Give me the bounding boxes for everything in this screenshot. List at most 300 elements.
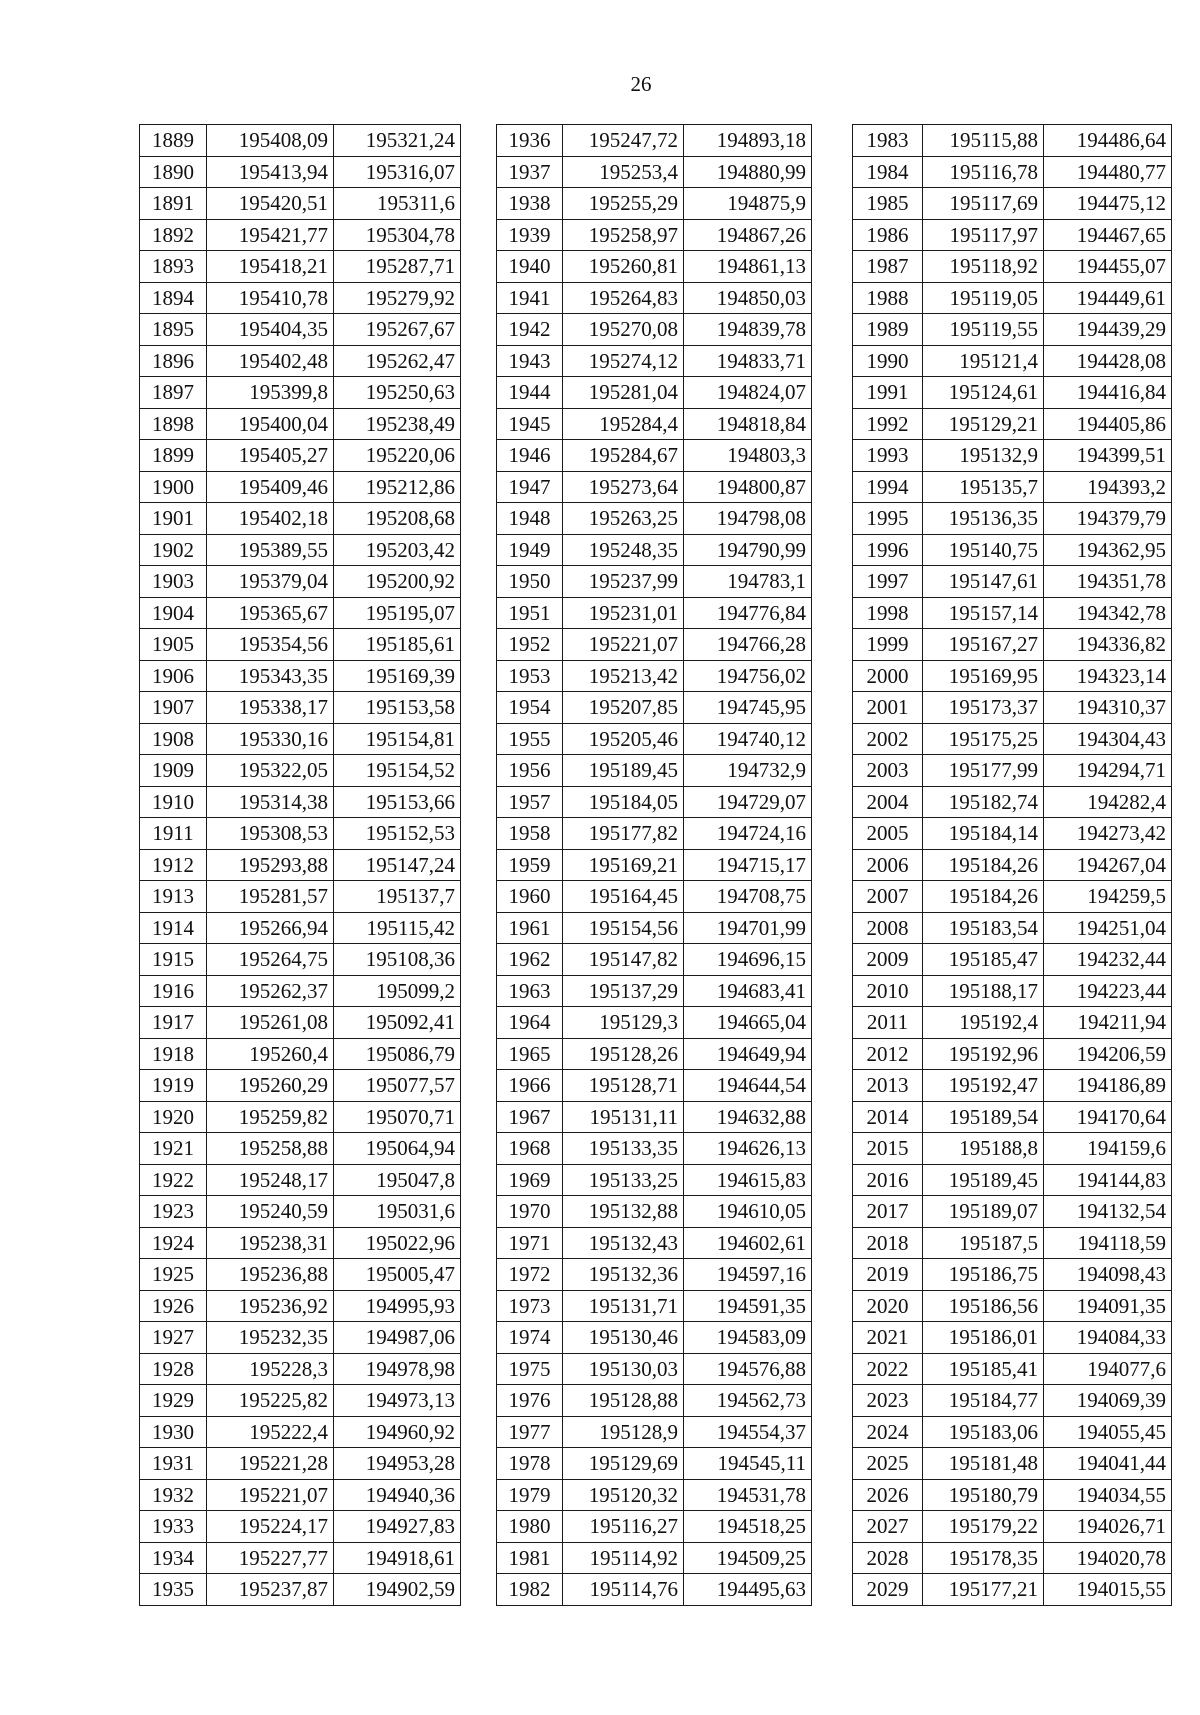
- value-1-cell: 195260,4: [207, 1038, 334, 1070]
- table-row: [140, 692, 461, 724]
- value-1-cell: 195129,69: [563, 1448, 684, 1480]
- value-2-cell: 194745,95: [684, 692, 812, 724]
- table-row: [497, 440, 812, 472]
- value-2-cell: 194953,28: [334, 1448, 461, 1480]
- value-2-cell: 194282,4: [1044, 786, 1172, 818]
- table-row: [140, 471, 461, 503]
- value-1-cell: 195263,25: [563, 503, 684, 535]
- year-cell: 1960: [497, 881, 563, 913]
- value-1-cell: 195379,04: [207, 566, 334, 598]
- value-1-cell: 195182,74: [923, 786, 1044, 818]
- value-2-cell: 194455,07: [1044, 251, 1172, 283]
- year-cell: 2016: [853, 1164, 923, 1196]
- value-2-cell: 195238,49: [334, 408, 461, 440]
- value-2-cell: 194683,41: [684, 975, 812, 1007]
- value-1-cell: 195248,35: [563, 534, 684, 566]
- value-2-cell: 194211,94: [1044, 1007, 1172, 1039]
- value-2-cell: 194839,78: [684, 314, 812, 346]
- value-1-cell: 195185,47: [923, 944, 1044, 976]
- table-row: [853, 503, 1172, 535]
- value-1-cell: 195236,88: [207, 1259, 334, 1291]
- value-1-cell: 195248,17: [207, 1164, 334, 1196]
- table-row: [853, 1227, 1172, 1259]
- value-1-cell: 195129,21: [923, 408, 1044, 440]
- table-row: [853, 1290, 1172, 1322]
- table-row: [497, 1227, 812, 1259]
- value-1-cell: 195213,42: [563, 660, 684, 692]
- year-cell: 1988: [853, 282, 923, 314]
- value-1-cell: 195116,78: [923, 156, 1044, 188]
- value-1-cell: 195183,06: [923, 1416, 1044, 1448]
- table-body: [497, 125, 812, 1606]
- data-table-3: [852, 124, 1172, 1606]
- table-row: [497, 912, 812, 944]
- value-1-cell: 195274,12: [563, 345, 684, 377]
- year-cell: 2015: [853, 1133, 923, 1165]
- year-cell: 1911: [140, 818, 207, 850]
- year-cell: 2008: [853, 912, 923, 944]
- value-1-cell: 195119,55: [923, 314, 1044, 346]
- year-cell: 1918: [140, 1038, 207, 1070]
- value-2-cell: 194405,86: [1044, 408, 1172, 440]
- value-2-cell: 194649,94: [684, 1038, 812, 1070]
- year-cell: 1980: [497, 1511, 563, 1543]
- year-cell: 1942: [497, 314, 563, 346]
- value-2-cell: 195077,57: [334, 1070, 461, 1102]
- table-row: [140, 1227, 461, 1259]
- value-2-cell: 194026,71: [1044, 1511, 1172, 1543]
- value-1-cell: 195404,35: [207, 314, 334, 346]
- table-row: [140, 1070, 461, 1102]
- value-2-cell: 195153,66: [334, 786, 461, 818]
- year-cell: 1955: [497, 723, 563, 755]
- value-1-cell: 195128,9: [563, 1416, 684, 1448]
- table-row: [853, 1542, 1172, 1574]
- table-row: [497, 629, 812, 661]
- year-cell: 1991: [853, 377, 923, 409]
- value-1-cell: 195128,88: [563, 1385, 684, 1417]
- year-cell: 1963: [497, 975, 563, 1007]
- table-row: [497, 1133, 812, 1165]
- table-row: [853, 692, 1172, 724]
- table-row: [140, 156, 461, 188]
- year-cell: 1924: [140, 1227, 207, 1259]
- table-row: [497, 1038, 812, 1070]
- value-1-cell: 195137,29: [563, 975, 684, 1007]
- value-2-cell: 194824,07: [684, 377, 812, 409]
- value-2-cell: 194531,78: [684, 1479, 812, 1511]
- value-1-cell: 195260,81: [563, 251, 684, 283]
- value-2-cell: 194077,6: [1044, 1353, 1172, 1385]
- value-1-cell: 195177,82: [563, 818, 684, 850]
- year-cell: 2020: [853, 1290, 923, 1322]
- table-row: [853, 944, 1172, 976]
- table-row: [853, 471, 1172, 503]
- table-row: [853, 1353, 1172, 1385]
- year-cell: 1990: [853, 345, 923, 377]
- value-1-cell: 195260,29: [207, 1070, 334, 1102]
- value-2-cell: 194790,99: [684, 534, 812, 566]
- table-row: [853, 1164, 1172, 1196]
- table-row: [497, 125, 812, 157]
- year-cell: 1938: [497, 188, 563, 220]
- value-1-cell: 195183,54: [923, 912, 1044, 944]
- value-2-cell: 194449,61: [1044, 282, 1172, 314]
- value-2-cell: 194978,98: [334, 1353, 461, 1385]
- value-1-cell: 195281,04: [563, 377, 684, 409]
- value-2-cell: 194756,02: [684, 660, 812, 692]
- table-row: [497, 408, 812, 440]
- value-1-cell: 195131,71: [563, 1290, 684, 1322]
- value-2-cell: 195047,8: [334, 1164, 461, 1196]
- table-row: [140, 597, 461, 629]
- value-2-cell: 194486,64: [1044, 125, 1172, 157]
- value-1-cell: 195169,21: [563, 849, 684, 881]
- value-1-cell: 195119,05: [923, 282, 1044, 314]
- value-2-cell: 194351,78: [1044, 566, 1172, 598]
- value-2-cell: 194170,64: [1044, 1101, 1172, 1133]
- year-cell: 1901: [140, 503, 207, 535]
- value-1-cell: 195293,88: [207, 849, 334, 881]
- value-1-cell: 195207,85: [563, 692, 684, 724]
- value-2-cell: 194428,08: [1044, 345, 1172, 377]
- year-cell: 1989: [853, 314, 923, 346]
- year-cell: 1970: [497, 1196, 563, 1228]
- value-2-cell: 194562,73: [684, 1385, 812, 1417]
- year-cell: 1896: [140, 345, 207, 377]
- value-1-cell: 195167,27: [923, 629, 1044, 661]
- value-2-cell: 194098,43: [1044, 1259, 1172, 1291]
- table-row: [140, 251, 461, 283]
- year-cell: 1996: [853, 534, 923, 566]
- year-cell: 1897: [140, 377, 207, 409]
- value-1-cell: 195128,26: [563, 1038, 684, 1070]
- data-table-1: [139, 124, 461, 1606]
- value-2-cell: 194902,59: [334, 1574, 461, 1606]
- table-row: [140, 849, 461, 881]
- value-1-cell: 195140,75: [923, 534, 1044, 566]
- year-cell: 1959: [497, 849, 563, 881]
- table-row: [140, 566, 461, 598]
- year-cell: 1984: [853, 156, 923, 188]
- value-1-cell: 195338,17: [207, 692, 334, 724]
- value-1-cell: 195247,72: [563, 125, 684, 157]
- year-cell: 1965: [497, 1038, 563, 1070]
- value-1-cell: 195147,82: [563, 944, 684, 976]
- value-2-cell: 195250,63: [334, 377, 461, 409]
- year-cell: 1995: [853, 503, 923, 535]
- year-cell: 1914: [140, 912, 207, 944]
- year-cell: 1907: [140, 692, 207, 724]
- value-2-cell: 194591,35: [684, 1290, 812, 1322]
- year-cell: 1941: [497, 282, 563, 314]
- table-row: [853, 251, 1172, 283]
- table-row: [497, 881, 812, 913]
- value-2-cell: 194708,75: [684, 881, 812, 913]
- value-2-cell: 194020,78: [1044, 1542, 1172, 1574]
- table-row: [853, 660, 1172, 692]
- table-row: [140, 408, 461, 440]
- year-cell: 1922: [140, 1164, 207, 1196]
- year-cell: 1966: [497, 1070, 563, 1102]
- table-row: [853, 408, 1172, 440]
- value-2-cell: 195099,2: [334, 975, 461, 1007]
- value-2-cell: 194336,82: [1044, 629, 1172, 661]
- value-2-cell: 194665,04: [684, 1007, 812, 1039]
- value-2-cell: 194927,83: [334, 1511, 461, 1543]
- year-cell: 1913: [140, 881, 207, 913]
- year-cell: 1932: [140, 1479, 207, 1511]
- value-2-cell: 194696,15: [684, 944, 812, 976]
- year-cell: 1968: [497, 1133, 563, 1165]
- value-1-cell: 195227,77: [207, 1542, 334, 1574]
- value-2-cell: 194475,12: [1044, 188, 1172, 220]
- year-cell: 1902: [140, 534, 207, 566]
- value-1-cell: 195389,55: [207, 534, 334, 566]
- value-2-cell: 195262,47: [334, 345, 461, 377]
- table-row: [497, 786, 812, 818]
- table-row: [853, 629, 1172, 661]
- value-1-cell: 195421,77: [207, 219, 334, 251]
- table-row: [853, 345, 1172, 377]
- value-2-cell: 194091,35: [1044, 1290, 1172, 1322]
- table-row: [140, 377, 461, 409]
- table-row: [140, 1385, 461, 1417]
- table-row: [497, 1416, 812, 1448]
- value-2-cell: 195086,79: [334, 1038, 461, 1070]
- year-cell: 1978: [497, 1448, 563, 1480]
- value-2-cell: 194251,04: [1044, 912, 1172, 944]
- value-1-cell: 195308,53: [207, 818, 334, 850]
- table-row: [853, 1385, 1172, 1417]
- year-cell: 1951: [497, 597, 563, 629]
- year-cell: 2009: [853, 944, 923, 976]
- value-1-cell: 195189,45: [923, 1164, 1044, 1196]
- value-2-cell: 194995,93: [334, 1290, 461, 1322]
- value-2-cell: 194159,6: [1044, 1133, 1172, 1165]
- value-2-cell: 194602,61: [684, 1227, 812, 1259]
- year-cell: 1900: [140, 471, 207, 503]
- value-1-cell: 195132,36: [563, 1259, 684, 1291]
- table-row: [853, 881, 1172, 913]
- value-1-cell: 195130,03: [563, 1353, 684, 1385]
- table-row: [853, 1070, 1172, 1102]
- year-cell: 1933: [140, 1511, 207, 1543]
- value-2-cell: 195212,86: [334, 471, 461, 503]
- value-1-cell: 195178,35: [923, 1542, 1044, 1574]
- value-1-cell: 195192,96: [923, 1038, 1044, 1070]
- value-1-cell: 195413,94: [207, 156, 334, 188]
- value-2-cell: 194132,54: [1044, 1196, 1172, 1228]
- value-1-cell: 195409,46: [207, 471, 334, 503]
- year-cell: 1973: [497, 1290, 563, 1322]
- value-1-cell: 195184,77: [923, 1385, 1044, 1417]
- year-cell: 2018: [853, 1227, 923, 1259]
- year-cell: 1987: [853, 251, 923, 283]
- table-row: [140, 1511, 461, 1543]
- table-row: [140, 881, 461, 913]
- value-1-cell: 195157,14: [923, 597, 1044, 629]
- year-cell: 1943: [497, 345, 563, 377]
- value-1-cell: 195264,83: [563, 282, 684, 314]
- value-2-cell: 194206,59: [1044, 1038, 1172, 1070]
- value-2-cell: 194880,99: [684, 156, 812, 188]
- value-2-cell: 194480,77: [1044, 156, 1172, 188]
- value-1-cell: 195186,56: [923, 1290, 1044, 1322]
- table-row: [853, 314, 1172, 346]
- year-cell: 1999: [853, 629, 923, 661]
- table-row: [497, 188, 812, 220]
- value-2-cell: 194893,18: [684, 125, 812, 157]
- year-cell: 1893: [140, 251, 207, 283]
- value-2-cell: 194800,87: [684, 471, 812, 503]
- value-1-cell: 195118,92: [923, 251, 1044, 283]
- year-cell: 2003: [853, 755, 923, 787]
- year-cell: 2010: [853, 975, 923, 1007]
- year-cell: 2028: [853, 1542, 923, 1574]
- year-cell: 1982: [497, 1574, 563, 1606]
- table-row: [497, 944, 812, 976]
- value-2-cell: 195195,07: [334, 597, 461, 629]
- value-1-cell: 195181,48: [923, 1448, 1044, 1480]
- year-cell: 1962: [497, 944, 563, 976]
- value-1-cell: 195169,95: [923, 660, 1044, 692]
- data-table-2: [496, 124, 812, 1606]
- value-1-cell: 195237,87: [207, 1574, 334, 1606]
- value-2-cell: 194362,95: [1044, 534, 1172, 566]
- year-cell: 1956: [497, 755, 563, 787]
- value-1-cell: 195132,9: [923, 440, 1044, 472]
- value-2-cell: 195311,6: [334, 188, 461, 220]
- value-1-cell: 195266,94: [207, 912, 334, 944]
- year-cell: 1931: [140, 1448, 207, 1480]
- value-1-cell: 195255,29: [563, 188, 684, 220]
- value-2-cell: 195137,7: [334, 881, 461, 913]
- table-body: [140, 125, 461, 1606]
- value-2-cell: 194118,59: [1044, 1227, 1172, 1259]
- value-1-cell: 195135,7: [923, 471, 1044, 503]
- value-1-cell: 195402,18: [207, 503, 334, 535]
- table-row: [140, 786, 461, 818]
- table-row: [853, 1322, 1172, 1354]
- value-1-cell: 195192,4: [923, 1007, 1044, 1039]
- year-cell: 1969: [497, 1164, 563, 1196]
- value-2-cell: 194610,05: [684, 1196, 812, 1228]
- table-row: [140, 282, 461, 314]
- value-2-cell: 195200,92: [334, 566, 461, 598]
- value-1-cell: 195231,01: [563, 597, 684, 629]
- table-row: [853, 1007, 1172, 1039]
- year-cell: 1891: [140, 188, 207, 220]
- value-1-cell: 195258,88: [207, 1133, 334, 1165]
- table-row: [497, 1448, 812, 1480]
- year-cell: 1892: [140, 219, 207, 251]
- value-1-cell: 195124,61: [923, 377, 1044, 409]
- value-1-cell: 195132,43: [563, 1227, 684, 1259]
- year-cell: 1952: [497, 629, 563, 661]
- value-2-cell: 194509,25: [684, 1542, 812, 1574]
- value-2-cell: 194783,1: [684, 566, 812, 598]
- value-1-cell: 195184,14: [923, 818, 1044, 850]
- year-cell: 1954: [497, 692, 563, 724]
- table-row: [497, 251, 812, 283]
- table-row: [140, 440, 461, 472]
- value-2-cell: 195154,52: [334, 755, 461, 787]
- value-2-cell: 195070,71: [334, 1101, 461, 1133]
- table-row: [140, 534, 461, 566]
- value-1-cell: 195173,37: [923, 692, 1044, 724]
- year-cell: 1992: [853, 408, 923, 440]
- table-row: [497, 1542, 812, 1574]
- value-2-cell: 194960,92: [334, 1416, 461, 1448]
- table-row: [853, 534, 1172, 566]
- value-1-cell: 195177,21: [923, 1574, 1044, 1606]
- value-2-cell: 195153,58: [334, 692, 461, 724]
- year-cell: 2000: [853, 660, 923, 692]
- value-1-cell: 195192,47: [923, 1070, 1044, 1102]
- table-row: [853, 597, 1172, 629]
- value-2-cell: 194626,13: [684, 1133, 812, 1165]
- table-row: [140, 1101, 461, 1133]
- year-cell: 1906: [140, 660, 207, 692]
- value-1-cell: 195136,35: [923, 503, 1044, 535]
- value-1-cell: 195222,4: [207, 1416, 334, 1448]
- year-cell: 1930: [140, 1416, 207, 1448]
- year-cell: 1939: [497, 219, 563, 251]
- value-2-cell: 194632,88: [684, 1101, 812, 1133]
- value-1-cell: 195281,57: [207, 881, 334, 913]
- value-1-cell: 195120,32: [563, 1479, 684, 1511]
- value-2-cell: 195304,78: [334, 219, 461, 251]
- value-2-cell: 195169,39: [334, 660, 461, 692]
- table-row: [497, 1196, 812, 1228]
- value-2-cell: 194724,16: [684, 818, 812, 850]
- table-row: [853, 1133, 1172, 1165]
- table-row: [140, 1196, 461, 1228]
- year-cell: 2002: [853, 723, 923, 755]
- year-cell: 1972: [497, 1259, 563, 1291]
- year-cell: 1904: [140, 597, 207, 629]
- table-row: [497, 849, 812, 881]
- table-row: [853, 156, 1172, 188]
- year-cell: 1910: [140, 786, 207, 818]
- year-cell: 1985: [853, 188, 923, 220]
- table-row: [497, 1479, 812, 1511]
- table-row: [140, 219, 461, 251]
- value-2-cell: 195092,41: [334, 1007, 461, 1039]
- value-1-cell: 195114,92: [563, 1542, 684, 1574]
- table-row: [853, 1259, 1172, 1291]
- value-2-cell: 194545,11: [684, 1448, 812, 1480]
- table-row: [853, 1416, 1172, 1448]
- table-row: [497, 1322, 812, 1354]
- value-1-cell: 195238,31: [207, 1227, 334, 1259]
- value-1-cell: 195184,26: [923, 881, 1044, 913]
- year-cell: 1975: [497, 1353, 563, 1385]
- year-cell: 2013: [853, 1070, 923, 1102]
- value-1-cell: 195186,01: [923, 1322, 1044, 1354]
- value-2-cell: 194223,44: [1044, 975, 1172, 1007]
- value-1-cell: 195189,54: [923, 1101, 1044, 1133]
- value-1-cell: 195221,07: [563, 629, 684, 661]
- table-row: [497, 219, 812, 251]
- value-1-cell: 195284,4: [563, 408, 684, 440]
- page-number: 26: [630, 72, 652, 96]
- table-row: [853, 1038, 1172, 1070]
- year-cell: 1935: [140, 1574, 207, 1606]
- year-cell: 2022: [853, 1353, 923, 1385]
- table-row: [853, 377, 1172, 409]
